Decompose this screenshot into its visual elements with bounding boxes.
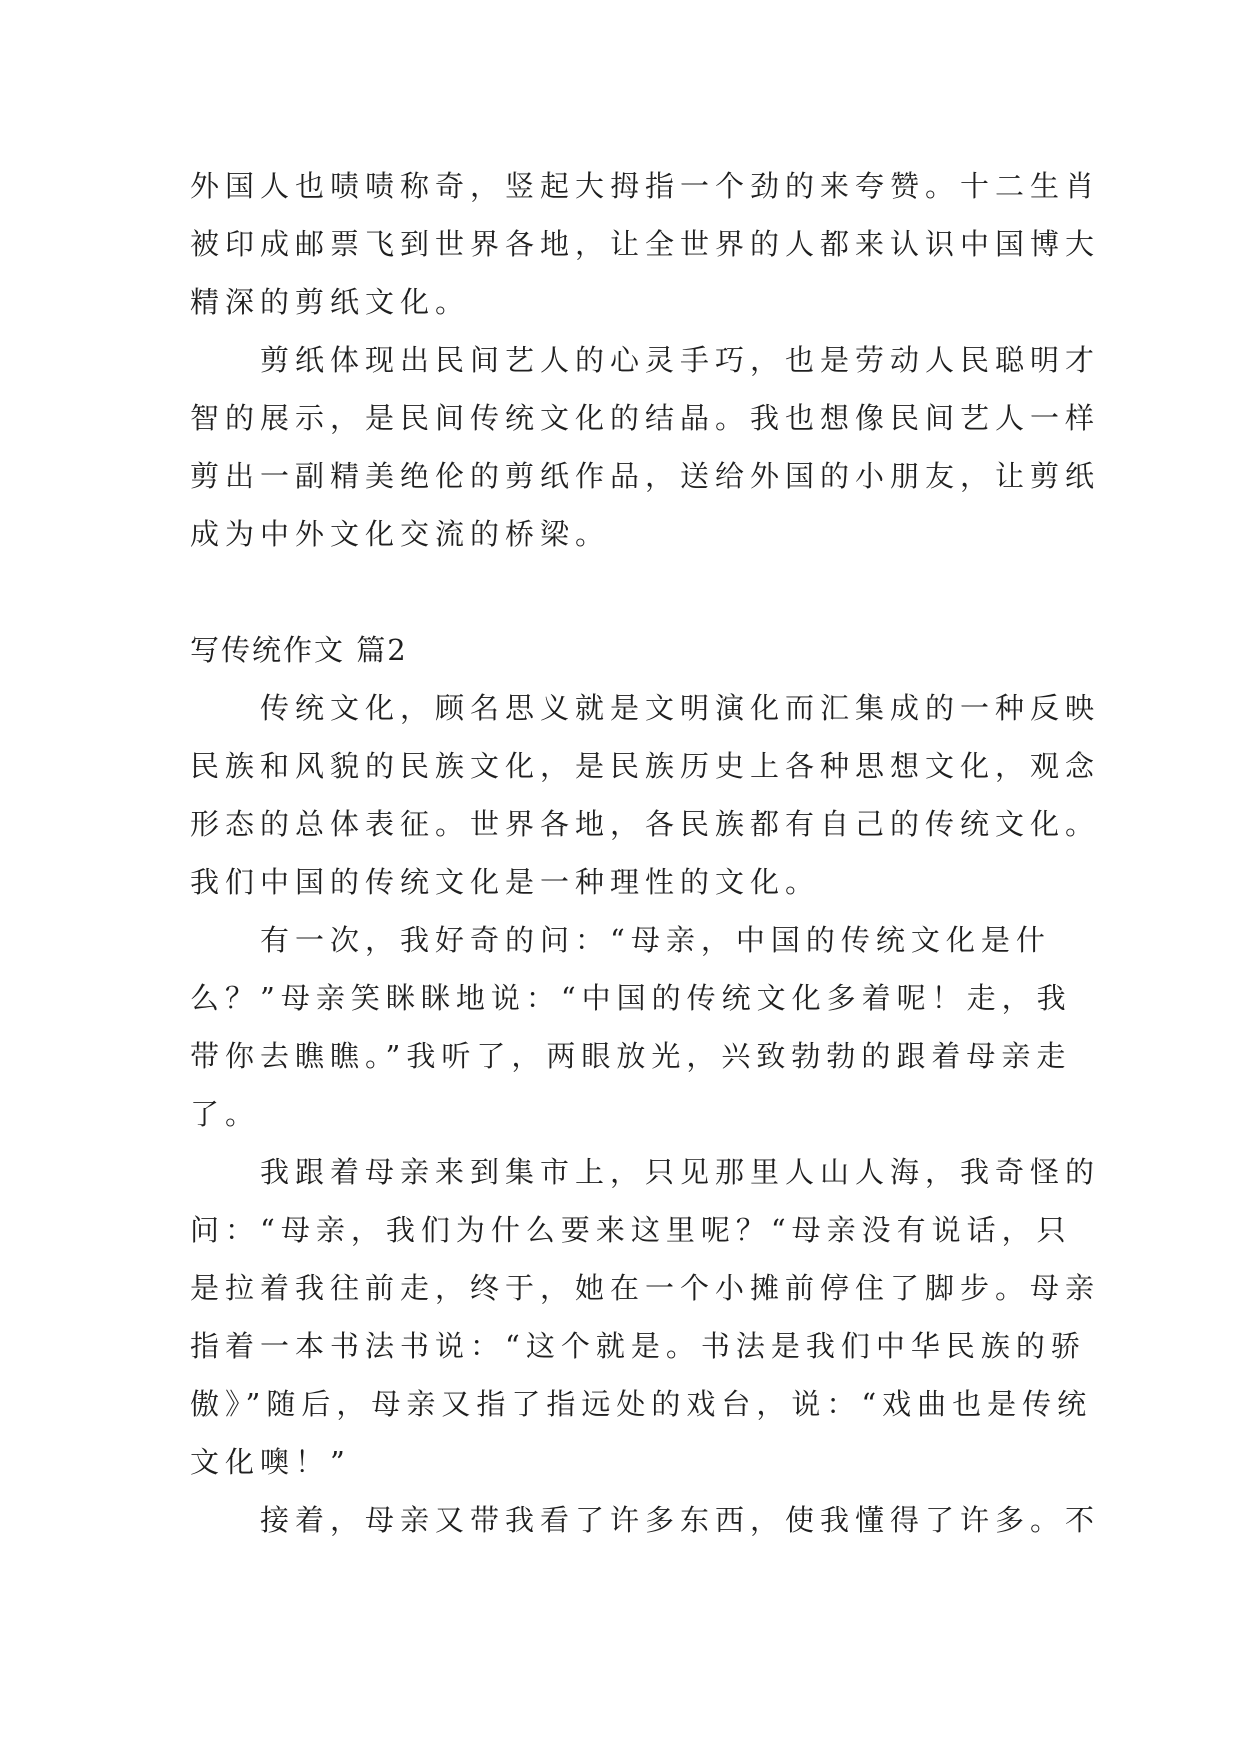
paragraph-line: 剪纸体现出民间艺人的心灵手巧，也是劳动人民聪明才 bbox=[190, 343, 1101, 377]
paragraph-line: 剪出一副精美绝伦的剪纸作品，送给外国的小朋友，让剪纸 bbox=[190, 459, 1101, 493]
paragraph-line: 傲》”随后，母亲又指了指远处的戏台，说：“戏曲也是传统 bbox=[190, 1387, 1093, 1421]
paragraph-line: 形态的总体表征。世界各地，各民族都有自己的传统文化。 bbox=[190, 807, 1101, 841]
paragraph-line: 民族和风貌的民族文化，是民族历史上各种思想文化，观念 bbox=[190, 749, 1101, 783]
paragraph-line: 智的展示，是民间传统文化的结晶。我也想像民间艺人一样 bbox=[190, 401, 1101, 435]
paragraph-line: 指着一本书法书说：“这个就是。书法是我们中华民族的骄 bbox=[190, 1329, 1086, 1363]
paragraph-line: 接着，母亲又带我看了许多东西，使我懂得了许多。不 bbox=[190, 1503, 1101, 1537]
paragraph-line: 我们中国的传统文化是一种理性的文化。 bbox=[190, 865, 821, 899]
paragraph-line: 是拉着我往前走，终于，她在一个小摊前停住了脚步。母亲 bbox=[190, 1271, 1101, 1305]
paragraph-line: 有一次，我好奇的问：“母亲，中国的传统文化是什 bbox=[190, 923, 1051, 957]
paragraph-line: 成为中外文化交流的桥梁。 bbox=[190, 517, 611, 551]
paragraph-line: 了。 bbox=[190, 1097, 261, 1131]
paragraph-line: 传统文化，顾名思义就是文明演化而汇集成的一种反映 bbox=[190, 691, 1101, 725]
paragraph-line: 带你去瞧瞧。”我听了，两眼放光，兴致勃勃的跟着母亲走 bbox=[190, 1039, 1072, 1073]
paragraph-line: 我跟着母亲来到集市上，只见那里人山人海，我奇怪的 bbox=[190, 1155, 1101, 1189]
paragraph-line: 么？”母亲笑眯眯地说：“中国的传统文化多着呢！走，我 bbox=[190, 981, 1072, 1015]
section-heading: 写传统作文 篇2 bbox=[190, 633, 408, 667]
paragraph-line: 外国人也啧啧称奇，竖起大拇指一个劲的来夸赞。十二生肖 bbox=[190, 169, 1101, 203]
paragraph-line: 被印成邮票飞到世界各地，让全世界的人都来认识中国博大 bbox=[190, 227, 1101, 261]
paragraph-line: 问：“母亲，我们为什么要来这里呢？“母亲没有说话，只 bbox=[190, 1213, 1072, 1247]
paragraph-line: 文化噢！” bbox=[190, 1445, 351, 1479]
paragraph-line: 精深的剪纸文化。 bbox=[190, 285, 471, 319]
